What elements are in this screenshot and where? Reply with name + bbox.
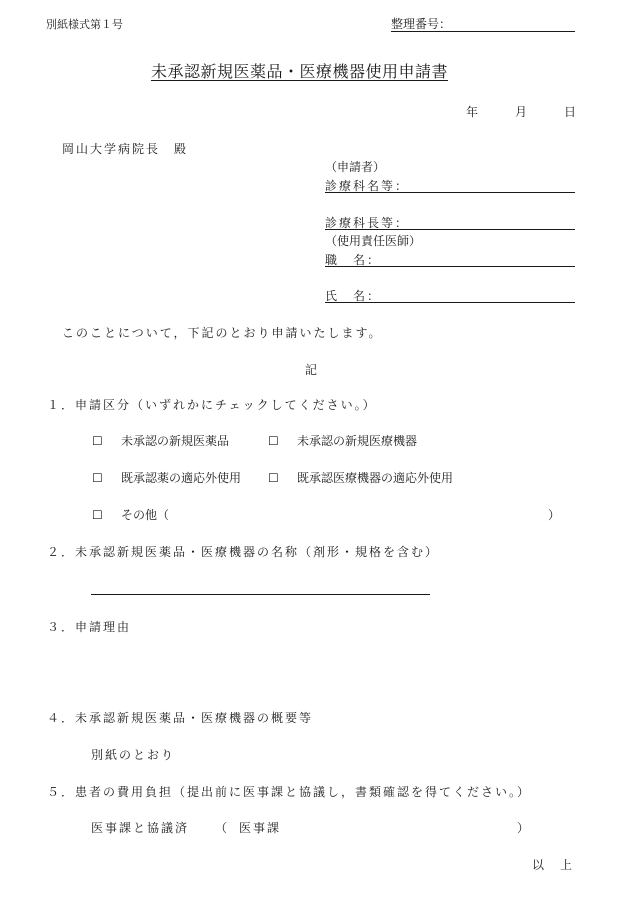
date-year-label: 年	[466, 105, 479, 119]
section-4-body: 別紙のとおり	[91, 748, 176, 762]
name-field[interactable]	[325, 302, 575, 303]
section-4-heading: ４．未承認新規医薬品・医療機器の概要等	[47, 711, 314, 725]
consulted-close-paren: ）	[517, 821, 530, 835]
product-name-field[interactable]	[91, 594, 430, 595]
option-offlabel-device: 既承認医療機器の適応外使用	[297, 471, 454, 485]
ki-heading: 記	[305, 363, 318, 377]
reference-number-field[interactable]	[391, 31, 575, 32]
position-field[interactable]	[325, 266, 575, 267]
checkbox-offlabel-drug[interactable]: ☐	[92, 471, 103, 485]
intro-text: このことについて，下記のとおり申請いたします。	[62, 326, 383, 340]
section-3-heading: ３．申請理由	[47, 620, 132, 634]
option-unapproved-drug: 未承認の新規医薬品	[121, 434, 230, 448]
page-title: 未承認新規医薬品・医療機器使用申請書	[151, 62, 449, 81]
medical-affairs-consulted: 医事課と協議済	[91, 821, 190, 835]
date-month-label: 月	[515, 105, 528, 119]
option-other-close: ）	[548, 508, 561, 522]
name-label: 氏 名：	[325, 289, 382, 303]
date-day-label: 日	[564, 105, 577, 119]
option-offlabel-drug: 既承認薬の適応外使用	[121, 471, 242, 485]
addressee: 岡山大学病院長 殿	[62, 142, 189, 156]
section-2-heading: ２．未承認新規医薬品・医療機器の名称（剤形・規格を含む）	[47, 545, 440, 559]
checkbox-other[interactable]: ☐	[92, 508, 103, 522]
department-label: 診療科名等：	[325, 179, 410, 193]
responsible-physician-heading: （使用責任医師）	[325, 234, 422, 248]
chief-field[interactable]	[325, 229, 575, 230]
option-unapproved-device: 未承認の新規医療機器	[297, 434, 418, 448]
consulted-open-paren: （	[215, 821, 228, 835]
option-other: その他（	[121, 508, 170, 522]
closing-text: 以 上	[532, 858, 575, 872]
section-5-heading: ５．患者の費用負担（提出前に医事課と協議し，書類確認を得てください。）	[47, 785, 532, 799]
applicant-heading: （申請者）	[325, 160, 386, 174]
form-number: 別紙様式第１号	[46, 18, 123, 31]
medical-affairs-office: 医事課	[239, 821, 282, 835]
reference-number-label: 整理番号：	[391, 17, 452, 31]
section-1-heading: １．申請区分（いずれかにチェックしてください。）	[47, 398, 377, 412]
position-label: 職 名：	[325, 253, 382, 267]
checkbox-unapproved-device[interactable]: ☐	[268, 434, 279, 448]
department-field[interactable]	[325, 192, 575, 193]
checkbox-unapproved-drug[interactable]: ☐	[92, 434, 103, 448]
chief-label: 診療科長等：	[325, 216, 410, 230]
checkbox-offlabel-device[interactable]: ☐	[268, 471, 279, 485]
